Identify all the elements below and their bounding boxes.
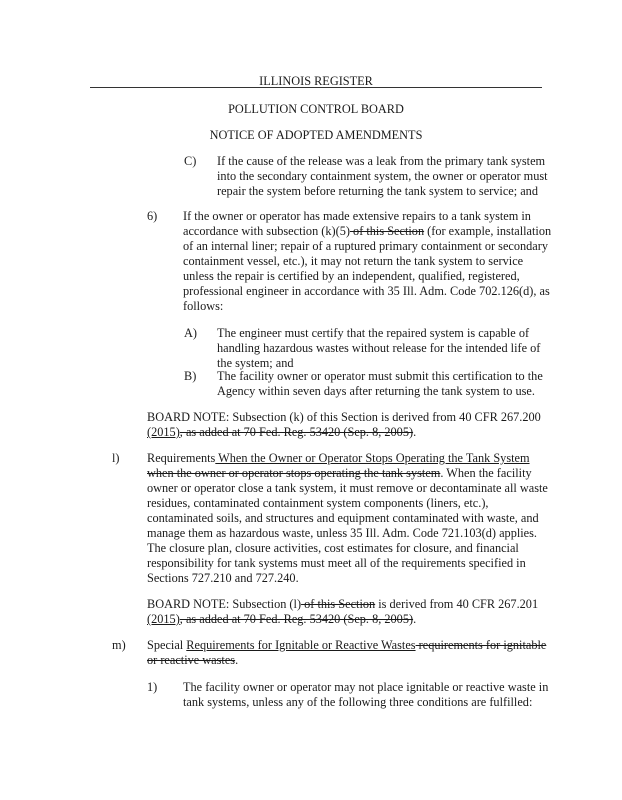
item-6-line: accordance with subsection (k)(5) of this Section (for example, installation [183,224,552,238]
inserted-text: When the Owner or Operator Stops Operating the Tank System [215,451,530,465]
section-m-title: Special Requirements for Ignitable or Reactive Wastes requirements for ignitable [147,638,547,652]
item-6a-label: A) [184,326,197,340]
agency-title: POLLUTION CONTROL BOARD [228,102,404,116]
item-c-line: repair the system before returning the tank system to service; and [217,184,538,198]
item-6-line: containment vessel, etc.), it may not return the tank system to service [183,254,524,268]
item-6a-line: handling hazardous wastes without release for the intended life of [217,341,541,355]
section-l-line: contaminated soils, and structures and equipment contaminated with waste, and [147,511,539,525]
item-6-line: unless the repair is certified by an independent, qualified, registered, [183,269,520,283]
item-6-line: follows: [183,299,224,313]
inserted-text: (2015) [147,612,180,626]
item-6-line: professional engineer in accordance with 35 Ill. Adm. Code 702.126(d), as [183,284,550,298]
deleted-text: , as added at 70 Fed. Reg. 53420 (Sep. 8, 2005) [179,612,414,626]
item-6-label: 6) [147,209,158,223]
section-m-label: m) [112,638,126,652]
section-m-line: or reactive wastes. [147,653,239,667]
item-6a-line: The engineer must certify that the repaired system is capable of [217,326,530,340]
item-6-line: of an internal liner; repair of a ruptured primary containment or secondary [183,239,549,253]
item-m1-line: The facility owner or operator may not place ignitable or reactive waste in [183,680,549,694]
section-l-line: when the owner or operator stops operating the tank system. When the facility [147,466,532,480]
inserted-text: Requirements for Ignitable or Reactive Wastes [186,638,416,652]
header-rule [90,87,542,88]
item-c-line: If the cause of the release was a leak from the primary tank system [217,154,546,168]
section-l-line: manage them as hazardous waste, unless 35 Ill. Adm. Code 721.103(d) applies. [147,526,537,540]
section-l-line: residues, contaminated containment system components (liners, etc.), [147,496,489,510]
board-note-k: BOARD NOTE: Subsection (k) of this Section is derived from 40 CFR 267.200 [147,410,541,424]
item-6-line: If the owner or operator has made extensive repairs to a tank system in [183,209,531,223]
deleted-text: , as added at 70 Fed. Reg. 53420 (Sep. 8, 2005) [179,425,414,439]
item-c-line: into the secondary containment system, the owner or operator must [217,169,548,183]
item-6a-line: the system; and [217,356,294,370]
section-l-line: owner or operator close a tank system, it must remove or decontaminate all waste [147,481,548,495]
board-note-l-cont: (2015), as added at 70 Fed. Reg. 53420 (Sep. 8, 2005). [147,612,417,626]
item-6b-label: B) [184,369,197,383]
register-title: ILLINOIS REGISTER [259,74,373,88]
notice-title: NOTICE OF ADOPTED AMENDMENTS [209,128,423,142]
deleted-text: of this Section [349,224,425,238]
section-l-label: l) [112,451,120,465]
item-m1-label: 1) [147,680,158,694]
deleted-text: of this Section [301,597,376,611]
item-6b-line: Agency within seven days after returning the tank system to use. [217,384,535,398]
inserted-text: (2015) [147,425,180,439]
section-l-line: The closure plan, closure activities, cost estimates for closure, and financial [147,541,519,555]
section-l-line: responsibility for tank systems must meet all of the requirements specified in [147,556,526,570]
item-m1-line: tank systems, unless any of the following three conditions are fulfilled: [183,695,533,709]
section-l-line: Sections 727.210 and 727.240. [147,571,299,585]
board-note-l: BOARD NOTE: Subsection (l) of this Section is derived from 40 CFR 267.201 [147,597,539,611]
board-note-k-cont: (2015), as added at 70 Fed. Reg. 53420 (Sep. 8, 2005). [147,425,417,439]
deleted-text: requirements for ignitable [415,638,547,652]
item-6b-line: The facility owner or operator must submit this certification to the [217,369,543,383]
deleted-text: or reactive wastes [147,653,236,667]
deleted-text: when the owner or operator stops operating the tank system [147,466,441,480]
section-l-title: Requirements When the Owner or Operator Stops Operating the Tank System [147,451,530,465]
item-c-label: C) [184,154,197,168]
